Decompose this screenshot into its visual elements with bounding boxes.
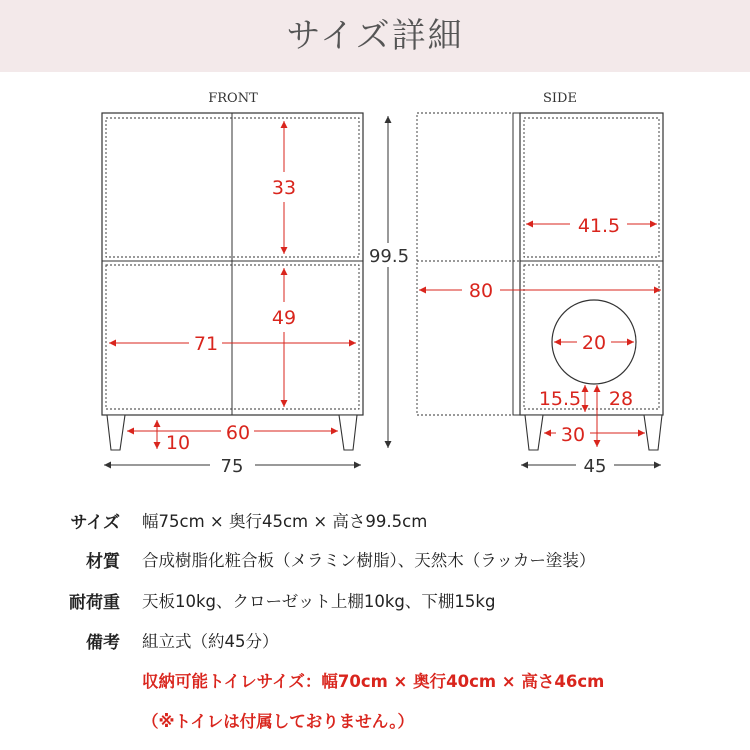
total-depth-label: 45	[583, 456, 607, 477]
spec-value-load: 天板10kg、クローゼット上棚10kg、下棚15kg	[142, 592, 496, 611]
side-leg-span-label: 30	[560, 424, 586, 446]
front-leg-span-label: 60	[225, 422, 251, 444]
hole-right-label: 28	[608, 388, 634, 410]
hole-bottom-label: 15.5	[538, 388, 582, 410]
page-title: サイズ詳細	[286, 16, 464, 56]
leg-height-label: 10	[165, 432, 191, 454]
dimension-diagram	[0, 72, 750, 482]
total-height-label: 99.5	[368, 246, 410, 267]
spec-value-remarks: 組立式（約45分）	[142, 632, 279, 651]
not-included-note: （※トイレは付属しておりません。）	[142, 712, 414, 731]
spec-label-load: 耐荷重	[69, 593, 120, 613]
upper-height-label: 33	[271, 177, 297, 199]
side-cabinet	[417, 113, 663, 415]
inner-width-label: 71	[193, 333, 219, 355]
spec-value-material: 合成樹脂化粧合板（メラミン樹脂）、天然木（ラッカー塗装）	[142, 551, 596, 570]
spec-label-remarks: 備考	[86, 633, 120, 653]
spec-label-material: 材質	[86, 552, 120, 572]
spec-value-size: 幅75cm × 奥行45cm × 高さ99.5cm	[142, 512, 428, 531]
total-width-label: 75	[220, 456, 244, 477]
hole-diameter-label: 20	[581, 332, 607, 354]
side-depth-total-label: 80	[468, 280, 494, 302]
side-view-label: SIDE	[543, 91, 577, 106]
toilet-size-note: 収納可能トイレサイズ：幅70cm × 奥行40cm × 高さ46cm	[142, 672, 605, 691]
front-view-label: FRONT	[208, 91, 258, 106]
spec-label-size: サイズ	[70, 513, 120, 533]
front-cabinet	[102, 113, 363, 415]
lower-height-label: 49	[271, 307, 297, 329]
side-inner-depth-label: 41.5	[577, 215, 621, 237]
